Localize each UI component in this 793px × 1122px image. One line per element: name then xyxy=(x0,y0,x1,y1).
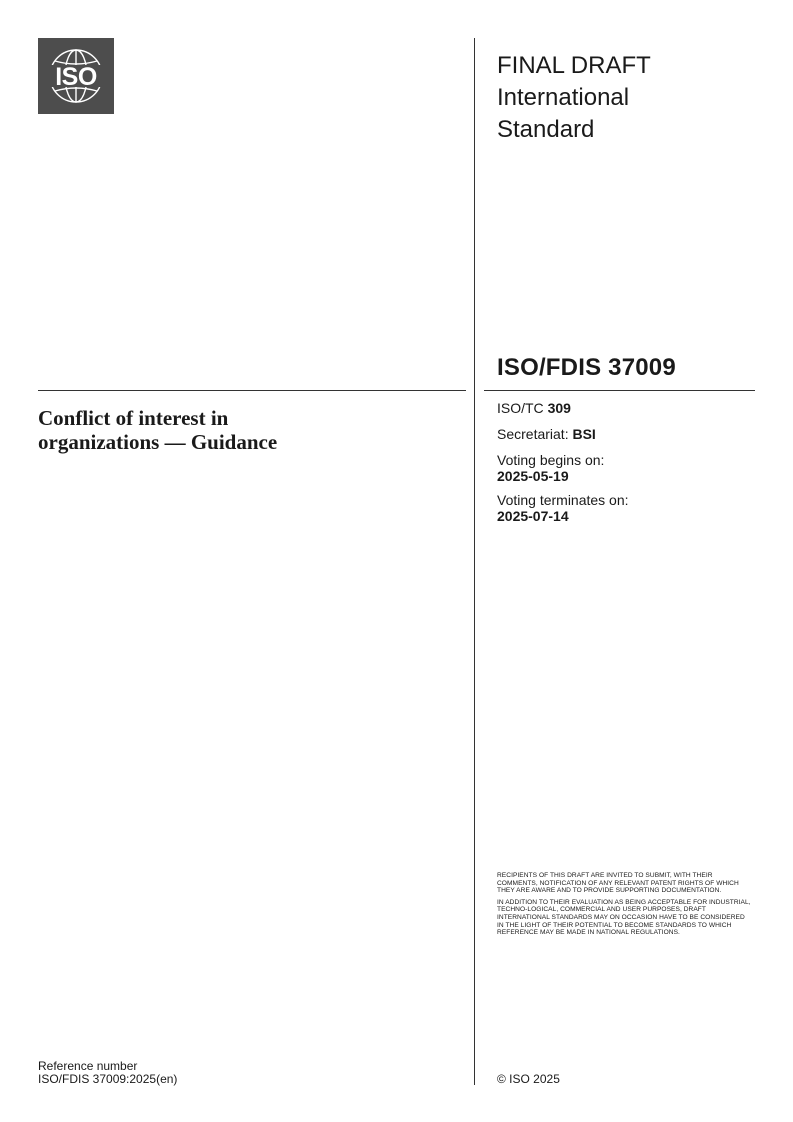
title-line-2: organizations — Guidance xyxy=(38,430,278,454)
document-reference: ISO/FDIS 37009 xyxy=(497,354,676,381)
notice-paragraph-2: IN ADDITION TO THEIR EVALUATION AS BEING ACCEPTABLE FOR INDUSTRIAL, TECHNO-LOGICAL, COMMERCIAL AND USER PURPOSES, DRAFT INTERNATIONAL STANDARDS MAY ON OCCASION HAVE TO BE CONSIDERED IN THE LIGHT OF THEIR POTENTIAL TO BECOME STANDARDS TO WHICH REFERENCE MAY BE MADE IN NATIONAL REGULATIONS. xyxy=(497,898,751,937)
reference-number-label: Reference number xyxy=(38,1059,138,1073)
reference-number xyxy=(38,1060,177,1085)
left-horizontal-divider xyxy=(38,390,466,391)
secretariat-value: BSI xyxy=(572,426,596,442)
patent-notice xyxy=(497,872,753,941)
secretariat xyxy=(497,426,757,442)
tc-value: 309 xyxy=(547,400,571,416)
iso-logo xyxy=(38,38,114,114)
voting-begins-label: Voting begins on: xyxy=(497,452,605,468)
technical-committee xyxy=(497,400,757,416)
reference-number-value: ISO/FDIS 37009:2025(en) xyxy=(38,1071,178,1086)
title-line-1: Conflict of interest in xyxy=(38,406,229,430)
voting-terminates xyxy=(497,492,757,524)
iso-globe-logo-icon xyxy=(38,38,114,114)
document-title xyxy=(38,406,458,454)
doc-type-line-3: Standard xyxy=(497,116,595,143)
doc-type-line-2: International xyxy=(497,84,630,111)
document-type xyxy=(497,50,757,146)
voting-terminates-date: 2025-07-14 xyxy=(497,508,569,524)
voting-begins-date: 2025-05-19 xyxy=(497,468,569,484)
document-metadata xyxy=(497,400,757,532)
svg-text:ISO: ISO xyxy=(55,63,97,91)
vertical-divider xyxy=(474,38,475,1085)
right-horizontal-divider xyxy=(484,390,755,391)
doc-type-line-1: FINAL DRAFT xyxy=(497,52,651,79)
tc-label: ISO/TC xyxy=(497,400,548,416)
voting-terminates-label: Voting terminates on: xyxy=(497,492,629,508)
copyright: © ISO 2025 xyxy=(497,1072,560,1086)
secretariat-label: Secretariat: xyxy=(497,426,573,442)
notice-paragraph-1: RECIPIENTS OF THIS DRAFT ARE INVITED TO SUBMIT, WITH THEIR COMMENTS, NOTIFICATION OF ANY RELEVANT PATENT RIGHTS OF WHICH THEY ARE AWARE AND TO PROVIDE SUPPORTING DOCUMENTATION. xyxy=(497,872,739,895)
voting-begins xyxy=(497,452,757,484)
